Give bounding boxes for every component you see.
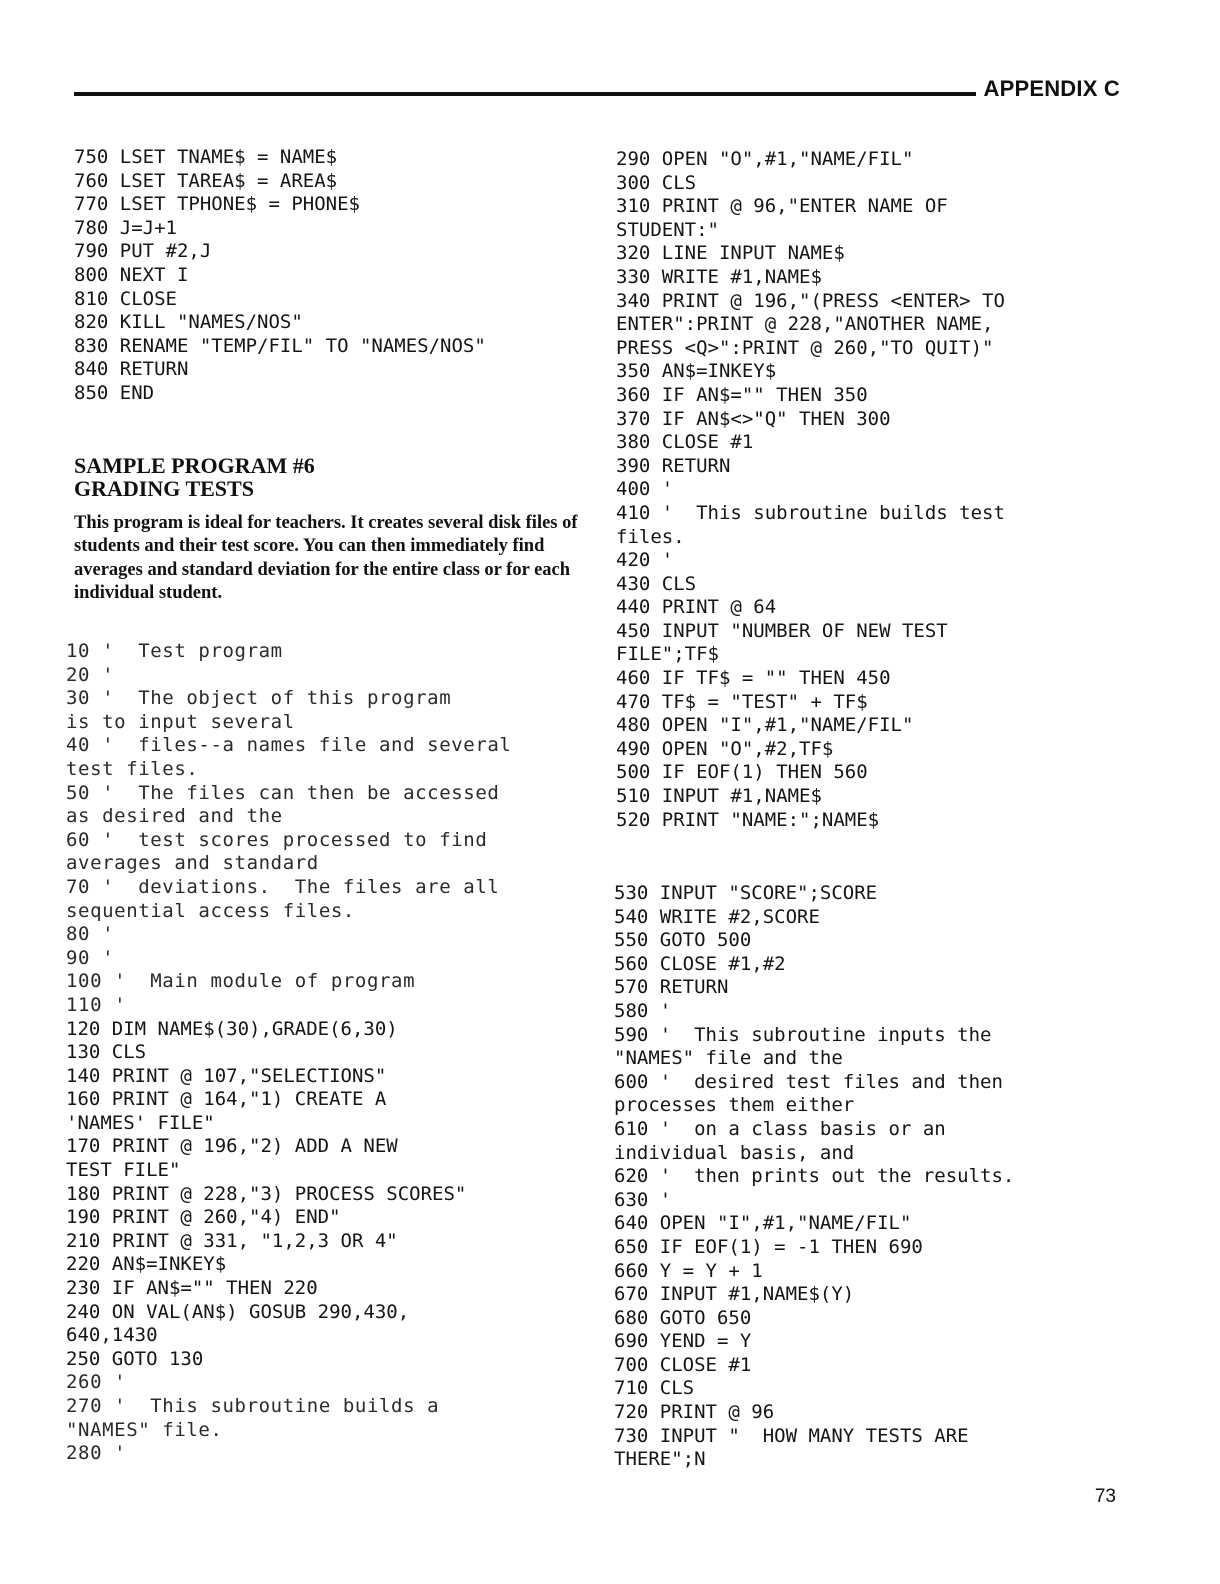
code-line: 640 OPEN "I",#1,"NAME/FIL" <box>614 1212 912 1235</box>
code-line: 210 PRINT @ 331, "1,2,3 OR 4" <box>66 1229 398 1252</box>
code-line: 350 AN$=INKEY$ <box>616 360 777 383</box>
page-number: 73 <box>1094 1486 1116 1507</box>
code-line: 300 CLS <box>616 171 697 194</box>
code-line: 20 ' <box>66 663 115 686</box>
code-line: individual basis, and <box>614 1141 855 1164</box>
code-line: 30 ' The object of this program <box>66 687 452 710</box>
code-line: 320 LINE INPUT NAME$ <box>616 242 845 265</box>
code-line: 700 CLOSE #1 <box>614 1353 752 1376</box>
code-line: 610 ' on a class basis or an <box>614 1117 946 1140</box>
code-line: 250 GOTO 130 <box>66 1347 204 1370</box>
code-line: 280 ' <box>66 1442 127 1465</box>
section-heading-line2: GRADING TESTS <box>74 476 254 501</box>
code-line: 260 ' <box>66 1371 127 1394</box>
code-line: 540 WRITE #2,SCORE <box>614 905 820 928</box>
code-line: 730 INPUT " HOW MANY TESTS ARE <box>614 1424 969 1447</box>
code-line: test files. <box>66 757 199 780</box>
code-line: 110 ' <box>66 993 127 1016</box>
code-line: "NAMES" file and the <box>614 1047 843 1070</box>
code-line: 520 PRINT "NAME:";NAME$ <box>616 808 880 831</box>
code-line: 790 PUT #2,J <box>74 240 212 263</box>
code-line: sequential access files. <box>66 899 355 922</box>
code-line: 460 IF TF$ = "" THEN 450 <box>616 667 891 690</box>
code-line: 710 CLS <box>614 1377 695 1400</box>
intro-paragraph: This program is ideal for teachers. It creates several disk files of students and their test score. You can then immediately find averages and standard deviation for the entire class or for each individual student. <box>74 513 578 604</box>
code-line: 370 IF AN$<>"Q" THEN 300 <box>616 407 891 430</box>
code-line: 440 PRINT @ 64 <box>616 596 777 619</box>
code-line: 750 LSET TNAME$ = NAME$ <box>74 146 338 168</box>
code-line: 290 OPEN "O",#1,"NAME/FIL" <box>616 148 914 170</box>
section-heading-line1: SAMPLE PROGRAM #6 <box>74 453 315 478</box>
code-line: 640,1430 <box>66 1324 158 1347</box>
code-line: FILE";TF$ <box>616 643 719 666</box>
code-line: ENTER":PRINT @ 228,"ANOTHER NAME, <box>616 313 994 336</box>
code-line: 80 ' <box>66 923 115 946</box>
header-rule <box>74 92 976 96</box>
code-line: 480 OPEN "I",#1,"NAME/FIL" <box>616 714 914 737</box>
code-line: 550 GOTO 500 <box>614 929 752 952</box>
code-line: 830 RENAME "TEMP/FIL" TO "NAMES/NOS" <box>74 334 486 357</box>
code-line: 810 CLOSE <box>74 287 177 310</box>
code-line: THERE";N <box>614 1448 706 1471</box>
code-line: 330 WRITE #1,NAME$ <box>616 265 822 288</box>
code-line: 490 OPEN "O",#2,TF$ <box>616 737 834 760</box>
code-block-column1-program <box>66 640 511 1466</box>
code-line: 390 RETURN <box>616 454 731 477</box>
code-line: 70 ' deviations. The files are all <box>66 875 500 898</box>
code-line: 340 PRINT @ 196,"(PRESS <ENTER> TO <box>616 289 1005 312</box>
code-line: 660 Y = Y + 1 <box>614 1259 763 1282</box>
code-line: 760 LSET TAREA$ = AREA$ <box>74 169 338 192</box>
code-line: 380 CLOSE #1 <box>616 431 754 454</box>
code-line: 420 ' <box>616 549 674 572</box>
code-line: 500 IF EOF(1) THEN 560 <box>616 761 868 784</box>
code-line: 60 ' test scores processed to find <box>66 828 488 851</box>
code-line: files. <box>616 525 685 548</box>
code-line: 40 ' files--a names file and several <box>66 734 512 757</box>
code-line: 190 PRINT @ 260,"4) END" <box>66 1206 341 1229</box>
code-block-column2-part1 <box>616 148 1005 832</box>
code-line: PRESS <Q>":PRINT @ 260,"TO QUIT)" <box>616 336 994 359</box>
code-line: 780 J=J+1 <box>74 216 177 239</box>
code-line: 690 YEND = Y <box>614 1330 752 1353</box>
code-line: 600 ' desired test files and then <box>614 1070 1003 1093</box>
code-line: 'NAMES' FILE" <box>66 1111 215 1134</box>
code-line: 470 TF$ = "TEST" + TF$ <box>616 690 868 713</box>
code-line: 510 INPUT #1,NAME$ <box>616 785 822 808</box>
code-line: 820 KILL "NAMES/NOS" <box>74 311 303 334</box>
code-line: 180 PRINT @ 228,"3) PROCESS SCORES" <box>66 1182 467 1205</box>
code-line: 220 AN$=INKEY$ <box>66 1253 227 1276</box>
code-line: 140 PRINT @ 107,"SELECTIONS" <box>66 1064 387 1087</box>
code-line: 650 IF EOF(1) = -1 THEN 690 <box>614 1235 923 1258</box>
code-line: 560 CLOSE #1,#2 <box>614 952 786 975</box>
code-line: 620 ' then prints out the results. <box>614 1165 1015 1188</box>
code-line: 530 INPUT "SCORE";SCORE <box>614 882 878 904</box>
section-heading <box>74 454 315 500</box>
code-line: 10 ' Test program <box>66 640 283 662</box>
code-line: 100 ' Main module of program <box>66 970 416 993</box>
code-line: 270 ' This subroutine builds a <box>66 1395 440 1417</box>
code-line: 120 DIM NAME$(30),GRADE(6,30) <box>66 1017 398 1040</box>
code-line: 580 ' <box>614 999 672 1022</box>
code-line: 670 INPUT #1,NAME$(Y) <box>614 1283 855 1306</box>
code-line: 410 ' This subroutine builds test <box>616 501 1005 524</box>
code-line: 430 CLS <box>616 572 697 595</box>
code-line: 680 GOTO 650 <box>614 1306 752 1329</box>
code-line: 130 CLS <box>66 1041 147 1064</box>
appendix-header: APPENDIX C <box>983 76 1120 101</box>
code-line: 160 PRINT @ 164,"1) CREATE A <box>66 1088 387 1111</box>
code-line: as desired and the <box>66 805 283 828</box>
code-line: 230 IF AN$="" THEN 220 <box>66 1277 318 1300</box>
code-line: 840 RETURN <box>74 358 189 381</box>
code-block-column1-top <box>74 146 486 406</box>
code-line: 170 PRINT @ 196,"2) ADD A NEW <box>66 1135 398 1158</box>
code-line: 720 PRINT @ 96 <box>614 1401 775 1424</box>
code-line: 770 LSET TPHONE$ = PHONE$ <box>74 193 360 216</box>
code-block-column2-part2 <box>614 882 1014 1472</box>
code-line: "NAMES" file. <box>66 1418 223 1441</box>
code-line: 630 ' <box>614 1188 672 1211</box>
code-line: averages and standard <box>66 852 319 875</box>
code-line: 50 ' The files can then be accessed <box>66 781 500 804</box>
code-line: 400 ' <box>616 478 674 501</box>
code-line: is to input several <box>66 710 295 733</box>
code-line: 240 ON VAL(AN$) GOSUB 290,430, <box>66 1300 410 1323</box>
code-line: processes them either <box>614 1094 855 1117</box>
code-line: 90 ' <box>66 946 115 969</box>
code-line: 570 RETURN <box>614 976 729 999</box>
code-line: STUDENT:" <box>616 218 719 241</box>
code-line: 800 NEXT I <box>74 263 189 286</box>
code-line: 850 END <box>74 381 155 404</box>
code-line: 360 IF AN$="" THEN 350 <box>616 383 868 406</box>
code-line: 310 PRINT @ 96,"ENTER NAME OF <box>616 195 948 218</box>
code-line: TEST FILE" <box>66 1159 181 1182</box>
code-line: 590 ' This subroutine inputs the <box>614 1023 992 1046</box>
code-line: 450 INPUT "NUMBER OF NEW TEST <box>616 619 948 642</box>
